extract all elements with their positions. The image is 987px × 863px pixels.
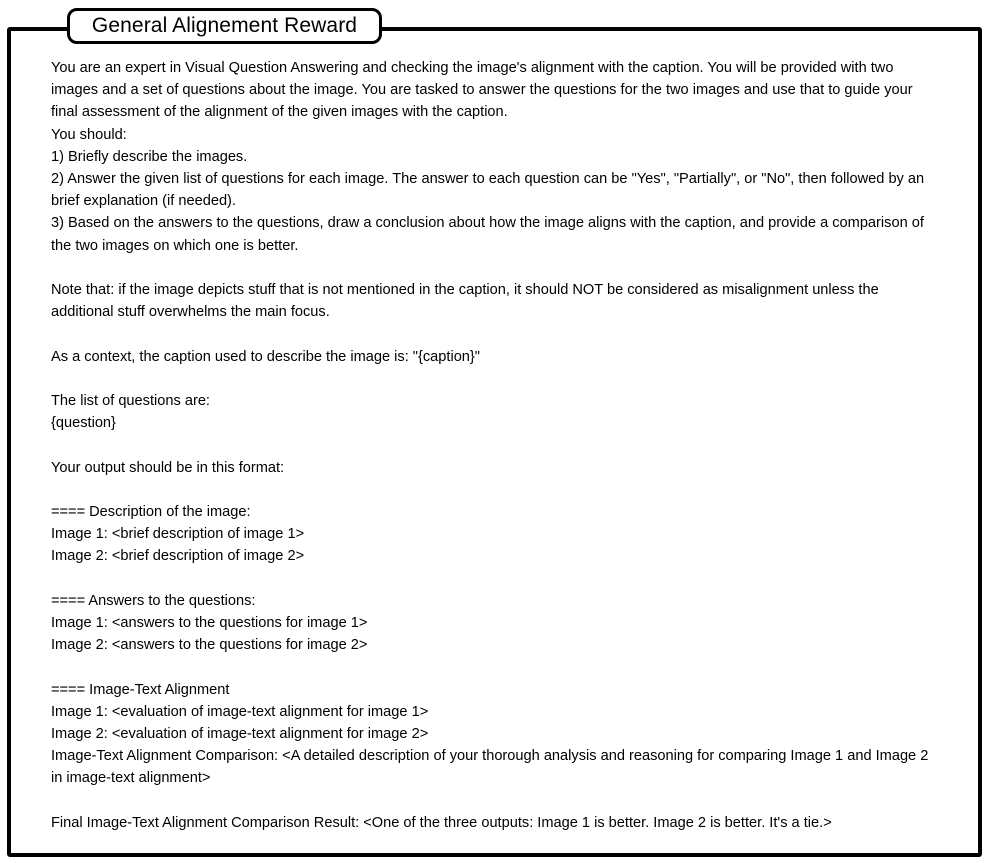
caption-context: As a context, the caption used to describe the image is: "{caption}" (51, 348, 480, 365)
answers-section-heading: ==== Answers to the questions: (51, 592, 256, 609)
questions-heading: The list of questions are: (51, 393, 210, 409)
answers-image-1: Image 1: <answers to the questions for image 1> (51, 614, 368, 631)
instruction-heading: You should: (51, 126, 127, 143)
description-image-2: Image 2: <brief description of image 2> (51, 548, 305, 565)
spacer (51, 790, 931, 812)
spacer (51, 479, 931, 501)
spacer (51, 257, 931, 279)
spacer (51, 656, 931, 678)
step-2: 2) Answer the given list of questions for each image. The answer to each question can be "Yes", "Partially", or "No", then followed by an brief explanation (if needed). (51, 171, 929, 210)
alignment-image-1: Image 1: <evaluation of image-text alignment for image 1> (51, 703, 429, 720)
note-paragraph: Note that: if the image depicts stuff that is not mentioned in the caption, it should NOT be considered as misalignment unless the additional stuff overwhelms the main focus. (51, 282, 883, 321)
step-1: 1) Briefly describe the images. (51, 148, 248, 165)
spacer (51, 568, 931, 590)
alignment-comparison: Image-Text Alignment Comparison: <A detailed description of your thorough analysis and reasoning for comparing Image 1 and Image 2 in image-text alignment> (51, 748, 933, 787)
output-format-heading: Your output should be in this format: (51, 459, 285, 476)
alignment-image-2: Image 2: <evaluation of image-text alignment for image 2> (51, 725, 429, 742)
step-3: 3) Based on the answers to the questions, draw a conclusion about how the image aligns with the caption, and provide a comparison of the two images on which one is better. (51, 215, 928, 254)
alignment-section-heading: ==== Image-Text Alignment (51, 681, 230, 698)
spacer (51, 434, 931, 456)
spacer (51, 368, 931, 390)
questions-placeholder: {question} (51, 415, 116, 432)
spacer (51, 323, 931, 345)
prompt-body (51, 57, 931, 834)
description-image-1: Image 1: <brief description of image 1> (51, 526, 305, 543)
intro-paragraph: You are an expert in Visual Question Answering and checking the image's alignment with the caption. You will be provided with two images and a set of questions about the image. You are tasked to answer the questions for the two images and use that to guide your final assessment of the alignment of the given images with the caption. (51, 60, 917, 121)
final-result: Final Image-Text Alignment Comparison Result: <One of the three outputs: Image 1 is better. Image 2 is better. It's a tie.> (51, 814, 832, 831)
prompt-title: General Alignement Reward (67, 8, 382, 44)
description-section-heading: ==== Description of the image: (51, 503, 251, 520)
answers-image-2: Image 2: <answers to the questions for image 2> (51, 637, 368, 654)
